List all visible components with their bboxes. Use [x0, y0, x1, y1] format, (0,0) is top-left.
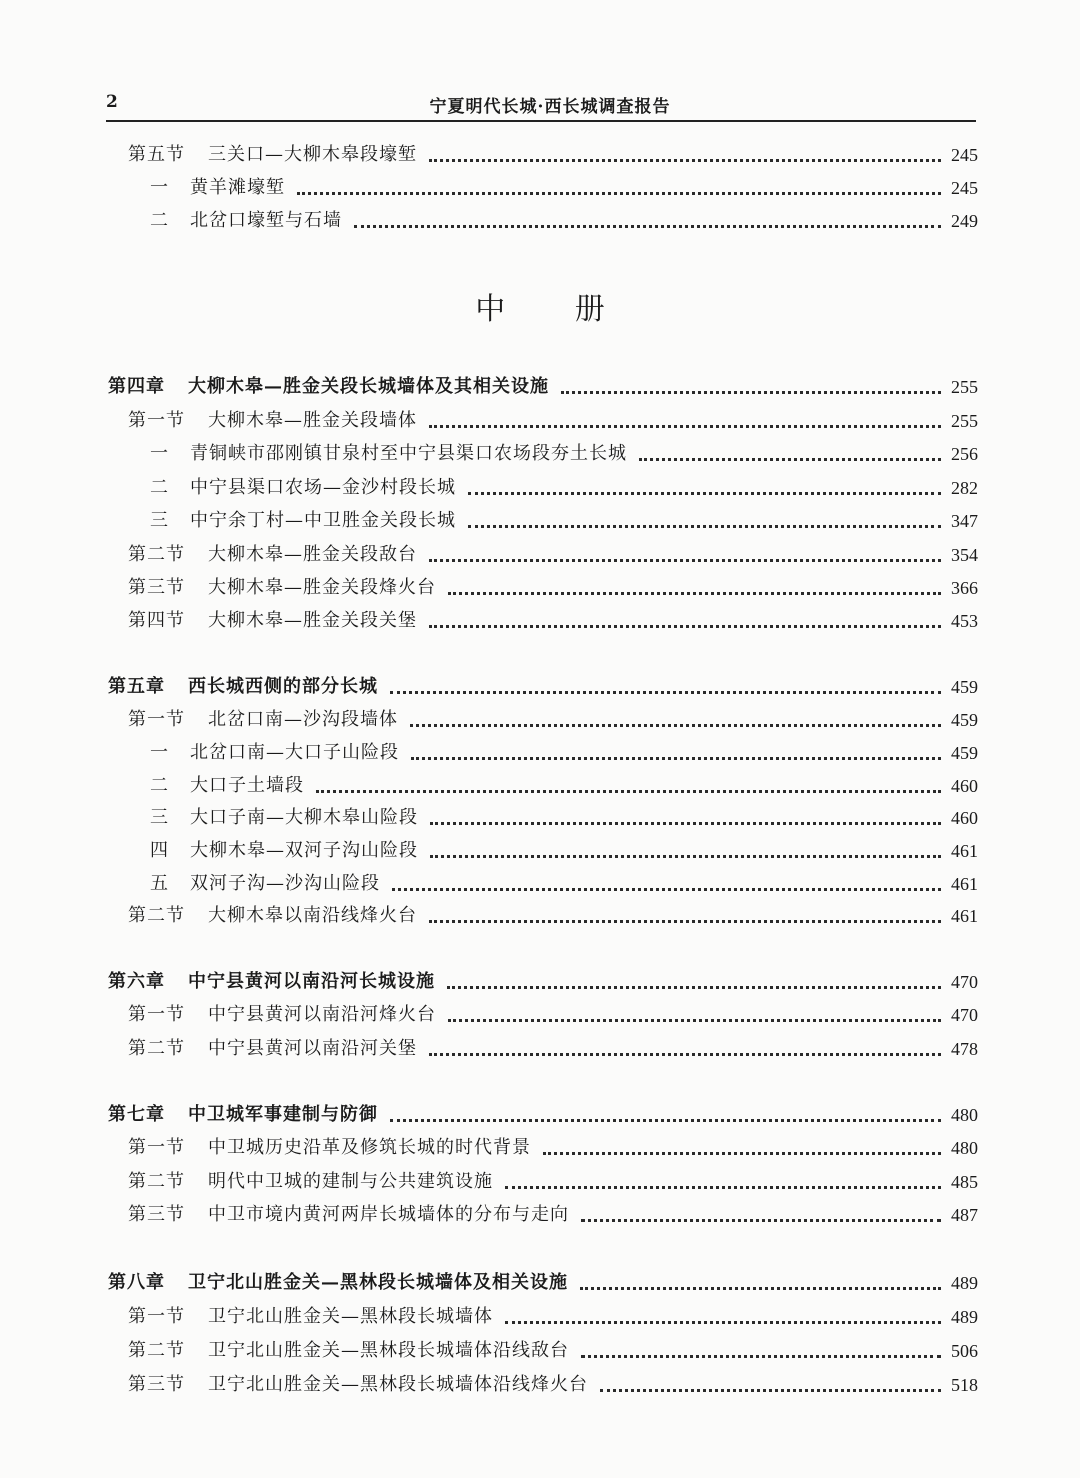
toc-item-entry — [0, 173, 1080, 203]
toc-section-entry — [0, 1302, 1080, 1332]
toc-item-entry — [0, 206, 1080, 236]
toc-entry-label: 一 — [150, 443, 169, 464]
toc-entry-page: 354 — [951, 545, 978, 565]
running-title: 宁夏明代长城·西长城调查报告 — [429, 97, 671, 117]
toc-chapter-entry — [0, 1268, 1080, 1298]
toc-chapter-entry — [0, 672, 1080, 702]
toc-leader-dots — [468, 519, 941, 528]
toc-entry-page: 461 — [951, 841, 978, 861]
toc-entry-page: 489 — [951, 1307, 978, 1327]
toc-entry-title: 大口子土墙段 — [190, 775, 304, 796]
toc-entry-label: 四 — [150, 840, 169, 861]
toc-entry-title: 卫宁北山胜金关—黑林段长城墙体沿线烽火台 — [208, 1374, 588, 1395]
toc-leader-dots — [429, 553, 941, 562]
toc-entry-title: 西长城西侧的部分长城 — [188, 676, 378, 697]
toc-leader-dots — [429, 619, 941, 628]
toc-entry-title: 大柳木皋—胜金关段墙体 — [208, 410, 417, 431]
header-rule — [106, 120, 976, 122]
toc-section-entry — [0, 1336, 1080, 1366]
page-number: 2 — [106, 92, 118, 112]
toc-entry-title: 中宁县黄河以南沿河关堡 — [208, 1038, 417, 1059]
toc-entry-page: 460 — [951, 808, 978, 828]
toc-entry-title: 中卫城历史沿革及修筑长城的时代背景 — [208, 1137, 531, 1158]
toc-entry-page: 506 — [951, 1341, 978, 1361]
toc-entry-label: 第三节 — [128, 1204, 185, 1225]
toc-leader-dots — [297, 186, 941, 195]
toc-section-entry — [0, 573, 1080, 603]
toc-entry-label: 第三节 — [128, 577, 185, 598]
toc-section-entry — [0, 606, 1080, 636]
volume-title: 中 册 — [475, 292, 635, 327]
toc-leader-dots — [505, 1180, 941, 1189]
toc-leader-dots — [429, 153, 941, 162]
toc-leader-dots — [411, 751, 941, 760]
toc-leader-dots — [429, 419, 941, 428]
toc-entry-title: 大柳木皋—胜金关段敌台 — [208, 544, 417, 565]
toc-entry-page: 245 — [951, 178, 978, 198]
toc-entry-label: 第二节 — [128, 1038, 185, 1059]
toc-entry-label: 三 — [150, 807, 169, 828]
toc-entry-title: 中卫城军事建制与防御 — [188, 1104, 378, 1125]
toc-entry-label: 第一节 — [128, 1004, 185, 1025]
toc-leader-dots — [390, 1113, 941, 1122]
toc-leader-dots — [390, 685, 941, 694]
toc-entry-title: 卫宁北山胜金关—黑林段长城墙体沿线敌台 — [208, 1340, 569, 1361]
toc-entry-title: 大柳木皋—胜金关段关堡 — [208, 610, 417, 631]
toc-section-entry — [0, 540, 1080, 570]
toc-entry-page: 461 — [951, 906, 978, 926]
toc-entry-label: 第二节 — [128, 1171, 185, 1192]
toc-entry-title: 北岔口南—沙沟段墙体 — [208, 709, 398, 730]
toc-entry-page: 478 — [951, 1039, 978, 1059]
toc-entry-page: 453 — [951, 611, 978, 631]
toc-entry-page: 282 — [951, 478, 978, 498]
toc-entry-title: 北岔口南—大口子山险段 — [190, 742, 399, 763]
toc-entry-title: 大柳木皋—胜金关段烽火台 — [208, 577, 436, 598]
toc-entry-page: 459 — [951, 743, 978, 763]
toc-entry-label: 第一节 — [128, 709, 185, 730]
toc-entry-title: 三关口—大柳木皋段壕堑 — [208, 144, 417, 165]
toc-leader-dots — [581, 1213, 941, 1222]
toc-entry-page: 255 — [951, 377, 978, 397]
toc-leader-dots — [430, 849, 941, 858]
toc-entry-page: 518 — [951, 1375, 978, 1395]
toc-leader-dots — [316, 784, 941, 793]
toc-item-entry — [0, 803, 1080, 833]
toc-entry-title: 大柳木皋—胜金关段长城墙体及其相关设施 — [188, 376, 549, 397]
toc-entry-label: 二 — [150, 775, 169, 796]
toc-entry-label: 第四节 — [128, 610, 185, 631]
toc-entry-title: 黄羊滩壕堑 — [190, 177, 285, 198]
toc-entry-page: 459 — [951, 710, 978, 730]
toc-leader-dots — [429, 1047, 941, 1056]
toc-section-entry — [0, 1200, 1080, 1230]
toc-entry-label: 第四章 — [108, 376, 165, 397]
toc-entry-label: 第八章 — [108, 1272, 165, 1293]
toc-section-entry — [0, 901, 1080, 931]
toc-entry-title: 大柳木皋以南沿线烽火台 — [208, 905, 417, 926]
toc-entry-label: 第三节 — [128, 1374, 185, 1395]
toc-entry-label: 二 — [150, 210, 169, 231]
toc-section-entry — [0, 705, 1080, 735]
toc-entry-page: 459 — [951, 677, 978, 697]
toc-entry-page: 480 — [951, 1138, 978, 1158]
toc-entry-title: 大柳木皋—双河子沟山险段 — [190, 840, 418, 861]
toc-entry-label: 第二节 — [128, 905, 185, 926]
toc-entry-title: 中宁余丁村—中卫胜金关段长城 — [190, 510, 456, 531]
toc-entry-page: 480 — [951, 1105, 978, 1125]
toc-item-entry — [0, 439, 1080, 469]
toc-leader-dots — [392, 882, 941, 891]
toc-chapter-entry — [0, 1100, 1080, 1130]
toc-entry-label: 第一节 — [128, 410, 185, 431]
toc-leader-dots — [543, 1146, 941, 1155]
toc-entry-title: 中宁县黄河以南沿河长城设施 — [188, 971, 435, 992]
toc-leader-dots — [447, 980, 941, 989]
toc-item-entry — [0, 473, 1080, 503]
toc-entry-title: 大口子南—大柳木皋山险段 — [190, 807, 418, 828]
toc-leader-dots — [639, 452, 941, 461]
toc-section-entry — [0, 1000, 1080, 1030]
toc-chapter-entry — [0, 372, 1080, 402]
toc-entry-label: 第一节 — [128, 1137, 185, 1158]
toc-entry-page: 485 — [951, 1172, 978, 1192]
toc-item-entry — [0, 836, 1080, 866]
toc-entry-page: 487 — [951, 1205, 978, 1225]
toc-section-entry — [0, 140, 1080, 170]
toc-item-entry — [0, 869, 1080, 899]
toc-entry-page: 470 — [951, 972, 978, 992]
toc-item-entry — [0, 506, 1080, 536]
toc-leader-dots — [430, 816, 941, 825]
toc-entry-label: 第五章 — [108, 676, 165, 697]
toc-section-entry — [0, 1034, 1080, 1064]
toc-leader-dots — [354, 219, 941, 228]
toc-entry-page: 255 — [951, 411, 978, 431]
toc-entry-label: 第五节 — [128, 144, 185, 165]
toc-leader-dots — [410, 718, 941, 727]
toc-entry-title: 青铜峡市邵刚镇甘泉村至中宁县渠口农场段夯土长城 — [190, 443, 627, 464]
toc-entry-page: 347 — [951, 511, 978, 531]
toc-entry-title: 中宁县渠口农场—金沙村段长城 — [190, 477, 456, 498]
toc-entry-label: 一 — [150, 742, 169, 763]
toc-entry-title: 北岔口壕堑与石墙 — [190, 210, 342, 231]
toc-item-entry — [0, 771, 1080, 801]
toc-entry-label: 第二节 — [128, 1340, 185, 1361]
toc-entry-title: 卫宁北山胜金关—黑林段长城墙体 — [208, 1306, 493, 1327]
toc-section-entry — [0, 1167, 1080, 1197]
toc-item-entry — [0, 738, 1080, 768]
toc-entry-label: 二 — [150, 477, 169, 498]
toc-entry-page: 460 — [951, 776, 978, 796]
toc-leader-dots — [600, 1383, 941, 1392]
toc-entry-label: 第一节 — [128, 1306, 185, 1327]
toc-entry-page: 256 — [951, 444, 978, 464]
toc-entry-title: 双河子沟—沙沟山险段 — [190, 873, 380, 894]
toc-entry-title: 中宁县黄河以南沿河烽火台 — [208, 1004, 436, 1025]
toc-section-entry — [0, 406, 1080, 436]
toc-leader-dots — [581, 1349, 941, 1358]
toc-section-entry — [0, 1133, 1080, 1163]
toc-leader-dots — [468, 486, 941, 495]
toc-entry-title: 中卫市境内黄河两岸长城墙体的分布与走向 — [208, 1204, 569, 1225]
toc-entry-page: 489 — [951, 1273, 978, 1293]
toc-entry-page: 245 — [951, 145, 978, 165]
toc-entry-page: 461 — [951, 874, 978, 894]
toc-entry-label: 第六章 — [108, 971, 165, 992]
toc-entry-label: 五 — [150, 873, 169, 894]
toc-chapter-entry — [0, 967, 1080, 997]
toc-entry-page: 366 — [951, 578, 978, 598]
toc-leader-dots — [580, 1281, 941, 1290]
toc-leader-dots — [448, 1013, 941, 1022]
toc-entry-title: 卫宁北山胜金关—黑林段长城墙体及相关设施 — [188, 1272, 568, 1293]
toc-leader-dots — [505, 1315, 941, 1324]
toc-leader-dots — [429, 914, 941, 923]
toc-entry-page: 470 — [951, 1005, 978, 1025]
toc-entry-label: 第七章 — [108, 1104, 165, 1125]
toc-leader-dots — [561, 385, 941, 394]
toc-entry-page: 249 — [951, 211, 978, 231]
toc-entry-label: 三 — [150, 510, 169, 531]
toc-entry-title: 明代中卫城的建制与公共建筑设施 — [208, 1171, 493, 1192]
toc-entry-label: 一 — [150, 177, 169, 198]
toc-section-entry — [0, 1370, 1080, 1400]
toc-leader-dots — [448, 586, 941, 595]
toc-entry-label: 第二节 — [128, 544, 185, 565]
